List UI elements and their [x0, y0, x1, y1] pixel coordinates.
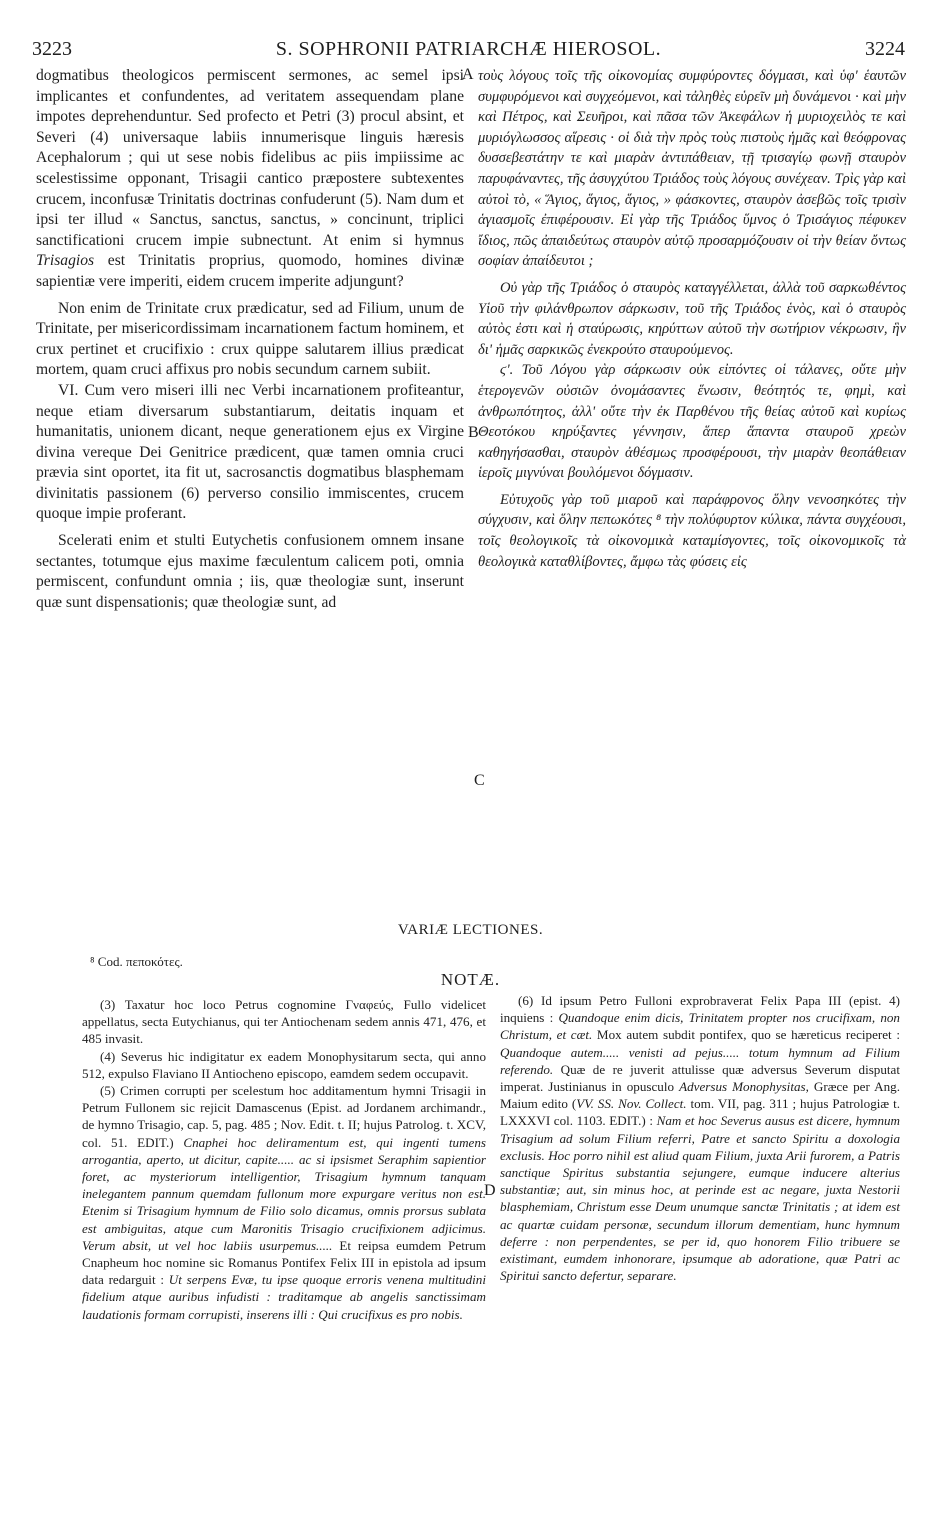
- variant-note: ⁸ Cod. πεποκότες.: [90, 954, 183, 969]
- latin-column: [36, 66, 464, 613]
- note-3: (3) Taxatur hoc loco Petrus cognomine Γναφεύς, Fullo videlicet appellatus, secta Eutychianus, qui ter Antiochenam sedem annis 471, 476, et 485 invasit.: [82, 997, 486, 1047]
- page-number-left: 3223: [32, 38, 72, 60]
- greek-paragraph: τοὺς λόγους τοῖς τῆς οἰκονομίας συμφύροντες δόγμασι, καὶ ὑφ' ἑαυτῶν συμφυρόμενοι καὶ συγχεόμενοι, καὶ τἀληθὲς εὑρεῖν μὴ δυνάμενοι · καὶ μὴν καὶ Πέτρος, καὶ Σευῆροι, καὶ πᾶσα τῶν Ἀκεφάλων ἡ μυριοχειλὸς τε καὶ μυριόγλωσσος αἵρεσις · οἱ διὰ τὴν πρὸς τοὺς πιστοὺς ἡμᾶς καὶ θεόφρονας δυσσεβεστάτην τε καὶ μιαρὰν ἀντιπάθειαν, τῇ τρισαγίῳ φωνῇ σταυρὸν παρυφάναντες, τῆς ἀσυγχύτου Τριάδος τοὺς λόγους συνέχεαν. Τρὶς γὰρ καὶ αὐτοὶ τὸ, « Ἅγιος, ἅγιος, ἅγιος, » φάσκοντες, σταυρὸν ἀσεβῶς τοῖς τρισὶν ἁγιασμοῖς ἐπιφέρουσιν. Εἰ γὰρ τῆς Τριάδος ὕμνος ὁ Τρισάγιος πέφυκεν ἴδιος, πῶς ἀπαιδεύτως σταυρὸν αὐτῷ προσαρμόζουσιν οἱ τὴν θείαν ὄντως σοφίαν ἀπαίδευτοι ;: [478, 68, 907, 270]
- margin-letter-c: C: [474, 772, 485, 789]
- greek-paragraph: ϛʹ. Τοῦ Λόγου γὰρ σάρκωσιν οὐκ εἰπόντες οἱ τάλανες, οὔτε μὴν ἑτερογενῶν οὐσιῶν ὀνομάσαντες ἕνωσιν, θεότητός τε, φημὶ, καὶ ἀνθρωπότητος, ἀλλ' οὔτε τὴν ἐκ Παρθένου τῆς θείας αὐτοῦ καὶ κυρίως Θεοτόκου κηρύξαντες γέννησιν, ἅπερ ἅπαντα σταυροῦ χρεὼν καθηγήσασθαι, σταυρὸν ἀθέσμως προσφέρουσι, τὴν μιαρὰν θεοπάθειαν ἱεροῖς μιγνύναι βουλόμενοι δόγμασιν.: [478, 362, 906, 482]
- note-6: (6) Id ipsum Petro Fulloni exprobraverat Felix Papa III (epist. 4) inquiens : Quandoque enim dicis, Trinitatem propter nos crucifixam, non Christum, et cæt. Mox autem subdit pontifex, quo se hæreticus reciperet : Quandoque autem..... venisti ad pejus..... totum hymnum ad Filium referendo. Quæ de re juverit attulisse quæ adversus Severum disputat imperat. Justinianus in opusculo Adversus Monophysitas, Græce per Ang. Maium edito (VV. SS. Nov. Collect. tom. VII, pag. 311 ; hujus Patrologiæ t. LXXXVI col. 1103. EDIT.) : Nam et hoc Severus ausus est dicere, hymnum Trisagium ad solum Filium referri, Patre et sancto Spiritu a doxologia exclusis. Hoc porro nihil est aliud quam Filium, juxta Arii furorem, a Patris sanctique Spiritus substantia sejungere, eumque inducere alterius substantiæ; aut, sin minus hoc, at perinde est ac negare, juxta Nestorii blasphemiam, Christum esse Deum unumque sanctæ Trinitatis ; at idem est ac quartæ cuidam personæ, secundum illorum dementiam, hunc hymnum deferre : non perpendentes, se per id, quo honorem Filio tribuere se existimant, eumdem inhonorare, ipsumque ab adoratione, quæ Patri ac Spiritui sancto defertur, separare.: [500, 993, 901, 1284]
- note-4: (4) Severus hic indigitatur ex eadem Monophysitarum secta, qui anno 512, expulso Flaviano II Antiocheno episcopo, eamdem sedem occupavit.: [82, 1048, 486, 1081]
- notae-heading: NOTÆ.: [440, 970, 501, 989]
- note-5: (5) Crimen corrupti per scelestum hoc additamentum hymni Trisagii in Petrum Fullonem sic rejicit Damascenus (Epist. ad Jordanem archimandr., de hymno Trisagio, cap. 5, pag. 485 ; Nov. Edit. t. II; hujus Patrolog. t. XCV, col. 51. EDIT.) Cnaphei hoc deliramentum est, qui ingenti tumens arrogantia, aperto, ut dicitur, capite..... ac si ipsismet Seraphim sapientior foret, ac mysteriorum intelligentior, Trisagium hymnum tanquam inelegantem pannum quemdam fullonum more expurgare veritus non est. Etenim si Trisagium hymnum de Filio solo dicamus, omnis prorsus sublata est ambiguitas, atque cum Maronitis Trisagio crucifixionem adjicimus. Verum absit, ut vel hoc labiis usurpemus..... Et reipsa eumdem Petrum Cnapheum hoc nomine sic Romanus Pontifex Felix III in epistola ad ipsum data redarguit : Ut serpens Evæ, tu ipse quoque erroris venena multitudini fidelium atque auribus infudisti : traditamque ab angelis sanctissimam laudationis formam corrupisti, inserens illi : Qui crucifixus es pro nobis.: [82, 1083, 486, 1322]
- running-title: S. SOPHRONII PATRIARCHÆ HIEROSOL.: [275, 38, 662, 60]
- notes-right-column: [500, 992, 900, 1284]
- margin-letter-b: B: [468, 424, 479, 441]
- page-number-right: 3224: [865, 38, 905, 60]
- notes-left-column: [82, 996, 486, 1323]
- page-header: [32, 38, 905, 64]
- latin-paragraph: Scelerati enim et stulti Eutychetis confusionem omnem insane sectantes, totumque ejus maxime fæculentum calicem poti, omnia permiscent, confundunt omnia ; iis, quæ theologiæ sunt, inserunt quæ sunt dispensationis; quæ theologiæ sunt, ad: [36, 532, 464, 611]
- latin-paragraph: dogmatibus theologicos permiscent sermones, ac semel ipsi implicantes et confundentes, ad veritatem assequendam plane impotes deprehenduntur. Sed profecto et Petri (3) procul absint, et Severi (4) universaque labiis innumerisque linguis hæresis Acephalorum ; qui ut sese nobis fidelibus ac piis impiissime ac scelestissime opponant, Trisagii cantico præpostere subtexentes crucem, inconfusæ Trinitatis doctrinas confuderunt (5). Nam dum et ipsi ter illud « Sanctus, sanctus, sanctus, » concinunt, triplici sanctificationi crucem impie subnectunt. At enim si hymnus Trisagios est Trinitatis proprius, quomodo, homines divinæ sapientiæ vere imperiti, eidem crucem imperite adjungunt?: [36, 67, 464, 290]
- variae-lectiones-heading: VARIÆ LECTIONES.: [397, 922, 544, 938]
- greek-paragraph: Εὐτυχοῦς γὰρ τοῦ μιαροῦ καὶ παράφρονος ὅλην νενοσηκότες τὴν σύγχυσιν, καὶ ὅλην πεπωκότες ⁸ τὴν πολύφυρτον κύλικα, πάντα συγχέουσι, τοῖς θεολογικοῖς τὰ οἰκονομικὰ καταμίσγοντες, τοῖς οἰκονομικοῖς τὰ θεολογικὰ καταθλίβοντες, ἄμφω τὰς φύσεις εἰς: [478, 491, 906, 570]
- margin-letter-d: D: [484, 1182, 496, 1199]
- margin-letter-a: A: [462, 66, 474, 83]
- latin-paragraph: VI. Cum vero miseri illi nec Verbi incarnationem profiteantur, neque etiam diversarum substantiarum, deitatis inquam et humanitatis, unionem dicant, neque generationem ejus ex Virgine divina vereque Dei Genitrice prædicent, quæ tamen omnia cruci prævia sint oportet, ita fit ut, sacrosanctis dogmatibus blasphemam divinitatis passionem (6) perverso consilio immiscentes, crucem quoque impie proferant.: [36, 381, 464, 523]
- greek-column: [478, 66, 906, 572]
- latin-paragraph: Non enim de Trinitate crux prædicatur, sed ad Filium, unum de Trinitate, per misericordissimam incarnationem factum hominem, et crux pertinet et crucifixio : crux quippe salutarem illius prædicat mortem, quam cruci affixus pro nobis secundum carnem subiit.: [36, 299, 464, 379]
- greek-paragraph: Οὐ γὰρ τῆς Τριάδος ὁ σταυρὸς καταγγέλλεται, ἀλλὰ τοῦ σαρκωθέντος Υἱοῦ τὴν φιλάνθρωπον σάρκωσιν, τοῦ τῆς Τριάδος ἑνὸς, καὶ ὁ σταυρὸς αὐτὸς ἐστι καὶ ἡ σταύρωσις, κηρύττων αὐτοῦ τὴν σωτήριον νέκρωσιν, ἣν δι' ἡμᾶς σαρκικῶς ἐνεκρούτο σταυρούμενος.: [478, 279, 906, 358]
